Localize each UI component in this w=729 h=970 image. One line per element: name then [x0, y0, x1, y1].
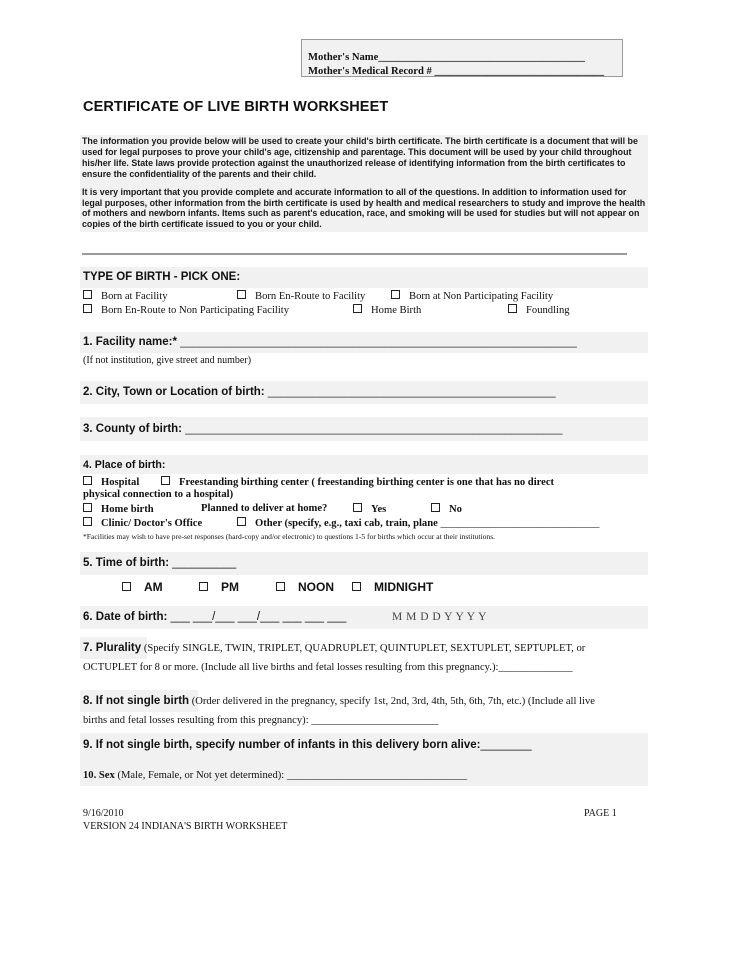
q5-band: [80, 552, 648, 575]
q4-band: [80, 455, 648, 474]
plurality-field[interactable]: [83, 639, 653, 677]
option-other[interactable]: [237, 517, 599, 529]
footer-page: PAGE 1: [584, 808, 617, 819]
option-label: Clinic/ Doctor's Office: [101, 518, 203, 529]
option-label: AM: [144, 580, 163, 594]
facility-name-note: (If not institution, give street and number): [83, 355, 252, 366]
option-label: MIDNIGHT: [374, 580, 434, 594]
intro-paragraph-1: The information you provide below will be used to create your child's birth certificate. The birth certificate is a document that will be used for legal purposes to prove your child's age, citizenship and parentage. This document will be used by your child throughout his/her life. State laws provide protection against the unauthorized release of identifying information from the birth certificates to ensure the confidentiality of the parents and their child.: [82, 136, 638, 179]
option-label: NOON: [298, 580, 334, 594]
county-field[interactable]: [83, 423, 563, 435]
county-label: 3. County of birth:: [83, 423, 183, 435]
option-en-route-non-participating[interactable]: [83, 304, 289, 316]
checkbox[interactable]: [353, 503, 362, 512]
time-of-birth-blank[interactable]: __________: [172, 557, 237, 569]
option-pm[interactable]: [199, 580, 239, 594]
freestanding-continued: physical connection to a hospital): [83, 489, 234, 500]
mother-record-label: Mother's Medical Record #: [308, 65, 432, 77]
checkbox[interactable]: [237, 517, 246, 526]
footer-version: VERSION 24 INDIANA'S BIRTH WORKSHEET: [83, 821, 288, 832]
checkbox[interactable]: [122, 582, 131, 591]
plurality-instructions: (Specify SINGLE, TWIN, TRIPLET, QUADRUPLET, QUINTUPLET, SEXTUPLET, SEPTUPLET, or: [143, 643, 586, 654]
option-hospital[interactable]: [83, 476, 139, 488]
q3-band: [80, 417, 648, 441]
facility-name-blank[interactable]: ______________________________________________________________: [180, 336, 577, 348]
option-noon[interactable]: [276, 580, 334, 594]
option-born-non-participating[interactable]: [391, 290, 553, 302]
mother-record-blank[interactable]: ________________________________: [434, 65, 605, 77]
option-am[interactable]: [122, 580, 163, 594]
other-blank[interactable]: ______________________________: [440, 518, 600, 529]
option-label: PM: [221, 580, 239, 594]
infants-born-alive-label: 9. If not single birth, specify number of infants in this delivery born alive:: [83, 739, 481, 751]
birth-order-label: 8. If not single birth: [83, 695, 190, 707]
option-midnight[interactable]: [352, 580, 433, 594]
date-of-birth-field[interactable]: [83, 611, 346, 623]
intro-paragraph-2: It is very important that you provide complete and accurate information to all of the questions. In addition to information used for legal purposes, other information from the birth certificate is used by health and medical researchers to study and improve the health of mothers and newborn infants. Items such as parent's education, race, and smoking will be used for studies but will not appear on copies of the birth certificate issued to you or your child.: [82, 186, 646, 230]
divider: [82, 253, 627, 255]
option-label: Yes: [371, 504, 387, 515]
option-home-birth[interactable]: [353, 304, 421, 316]
q6-band: [80, 606, 648, 629]
facility-name-label: 1. Facility name:*: [83, 336, 177, 348]
date-of-birth-label: 6. Date of birth:: [83, 611, 168, 623]
mother-name-blank[interactable]: _______________________________________: [378, 52, 585, 63]
option-label: Freestanding birthing center ( freestanding birthing center is one that has no direct: [179, 477, 555, 488]
planned-home-label: Planned to deliver at home?: [201, 503, 328, 514]
checkbox[interactable]: [237, 290, 246, 299]
birth-order-field[interactable]: [83, 692, 653, 730]
birth-order-instructions: (Order delivered in the pregnancy, specify 1st, 2nd, 3rd, 4th, 5th, 6th, 7th, etc.) (Include all live: [191, 696, 595, 707]
checkbox[interactable]: [352, 582, 361, 591]
time-of-birth-field[interactable]: [83, 557, 236, 569]
checkbox[interactable]: [83, 503, 92, 512]
option-label: Born En-Route to Non Participating Facility: [101, 305, 290, 316]
plurality-label: 7. Plurality: [83, 642, 142, 654]
checkbox[interactable]: [353, 304, 362, 313]
checkbox[interactable]: [391, 290, 400, 299]
city-label: 2. City, Town or Location of birth:: [83, 386, 265, 398]
checkbox[interactable]: [83, 476, 92, 485]
facility-name-field[interactable]: [83, 336, 577, 348]
date-of-birth-blank[interactable]: ___ ___/___ ___/___ ___ ___ ___: [170, 611, 347, 623]
checkbox[interactable]: [161, 476, 170, 485]
sex-field[interactable]: [83, 770, 467, 781]
checkbox[interactable]: [199, 582, 208, 591]
sex-instructions: (Male, Female, or Not yet determined):: [117, 770, 285, 781]
city-field[interactable]: [83, 386, 556, 398]
city-blank[interactable]: _____________________________________________: [267, 386, 556, 398]
birth-order-instructions-cont[interactable]: births and fetal losses resulting from this pregnancy): ________________________: [83, 715, 439, 726]
option-label: Born at Facility: [101, 291, 168, 302]
option-yes[interactable]: [353, 503, 386, 515]
option-home-birth-place[interactable]: [83, 503, 154, 515]
option-born-at-facility[interactable]: [83, 290, 168, 302]
q2-band: [80, 381, 648, 404]
type-of-birth-header-band: [80, 267, 648, 288]
sex-label: 10. Sex: [83, 770, 115, 781]
footer-date: 9/16/2010: [83, 808, 124, 819]
option-born-en-route[interactable]: [237, 290, 365, 302]
page-title: CERTIFICATE OF LIVE BIRTH WORKSHEET: [83, 99, 389, 115]
checkbox[interactable]: [276, 582, 285, 591]
date-format-hint: M M D D Y Y Y Y: [392, 611, 487, 623]
mother-name-field[interactable]: [308, 51, 622, 65]
type-of-birth-header: TYPE OF BIRTH - PICK ONE:: [83, 271, 241, 283]
option-foundling[interactable]: [508, 304, 570, 316]
option-label: Hospital: [101, 477, 140, 488]
q1-band: [80, 332, 648, 353]
checkbox[interactable]: [431, 503, 440, 512]
option-label: Home birth: [101, 504, 154, 515]
checkbox[interactable]: [83, 517, 92, 526]
infants-born-alive-field[interactable]: [83, 739, 532, 751]
sex-blank[interactable]: __________________________________: [286, 770, 467, 781]
county-blank[interactable]: ___________________________________________________________: [185, 423, 563, 435]
plurality-instructions-cont[interactable]: OCTUPLET for 8 or more. (Include all live births and fetal losses resulting from this pregnancy.):______________: [83, 662, 573, 673]
option-clinic[interactable]: [83, 517, 202, 529]
facilities-footnote: *Facilities may wish to have pre-set responses (hard-copy and/or electronic) to questions 1-5 for births which occur at their institutions.: [83, 532, 496, 541]
checkbox[interactable]: [83, 290, 92, 299]
checkbox[interactable]: [83, 304, 92, 313]
infants-born-alive-blank[interactable]: ________: [480, 739, 532, 751]
option-label: Born En-Route to Facility: [255, 291, 366, 302]
q9-q10-band: [80, 733, 648, 786]
mother-name-label: Mother's Name: [308, 52, 379, 63]
option-label: Foundling: [526, 305, 570, 316]
time-of-birth-label: 5. Time of birth:: [83, 557, 170, 569]
option-label: Other (specify, e.g., taxi cab, train, plane: [255, 518, 438, 529]
mother-record-field[interactable]: [308, 65, 622, 79]
checkbox[interactable]: [508, 304, 517, 313]
option-label: No: [449, 504, 462, 515]
option-label: Born at Non Participating Facility: [409, 291, 554, 302]
option-freestanding[interactable]: [161, 476, 554, 488]
option-no[interactable]: [431, 503, 462, 515]
place-of-birth-label: 4. Place of birth:: [83, 459, 166, 471]
intro-text: [80, 135, 648, 232]
mother-info-box: [301, 39, 623, 77]
option-label: Home Birth: [371, 305, 422, 316]
